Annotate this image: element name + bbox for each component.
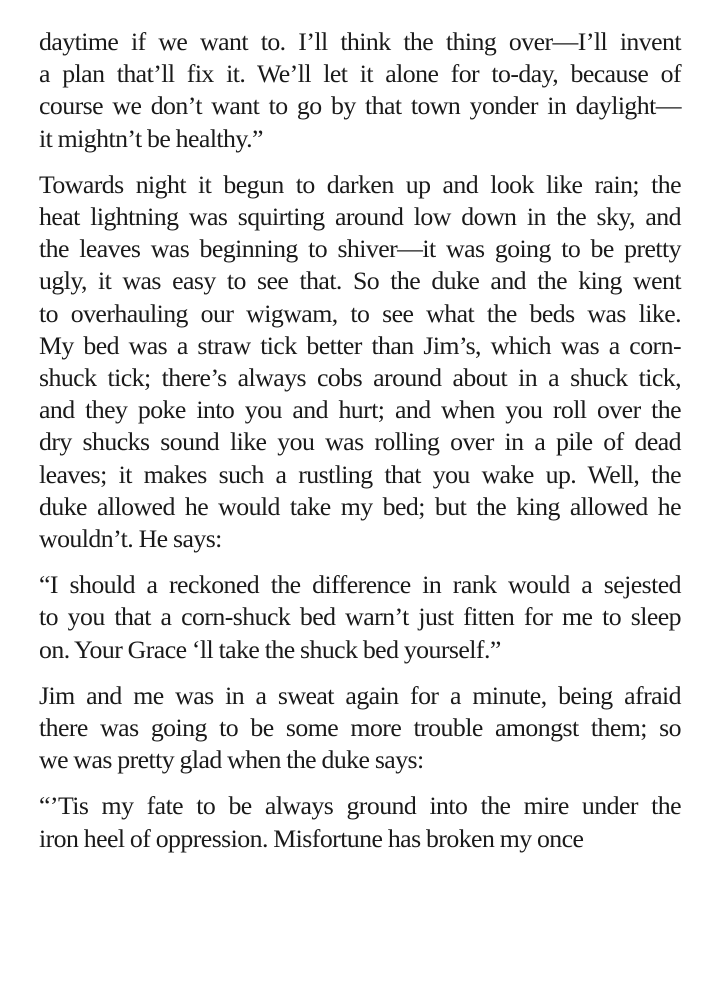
text-line: heat lightning was squirting around low down in the sky, and: [39, 202, 681, 232]
text-line: “’Tis my fate to be always ground into the mire under the: [39, 791, 681, 821]
text-line: on. Your Grace ‘ll take the shuck bed yourself.”: [39, 634, 501, 664]
text-line: there was going to be some more trouble amongst them; so: [39, 713, 681, 743]
paragraph: [39, 26, 681, 155]
text-line: My bed was a straw tick better than Jim’s, which was a corn-: [39, 330, 681, 360]
paragraph: [39, 680, 681, 777]
text-line: it mightn’t be healthy.”: [39, 123, 263, 153]
text-line: duke allowed he would take my bed; but the king allowed he: [39, 491, 681, 521]
text-line: wouldn’t. He says:: [39, 524, 222, 554]
text-line: and they poke into you and hurt; and when you roll over the: [39, 395, 681, 425]
text-line: the leaves was beginning to shiver—it was going to be pretty: [39, 234, 681, 264]
text-line: Towards night it begun to darken up and look like rain; the: [39, 169, 681, 199]
text-line: ugly, it was easy to see that. So the duke and the king went: [39, 266, 681, 296]
text-line: daytime if we want to. I’ll think the thing over—I’ll invent: [39, 27, 681, 56]
paragraph: [39, 790, 681, 854]
text-line: leaves; it makes such a rustling that you wake up. Well, the: [39, 459, 681, 489]
text-line: we was pretty glad when the duke says:: [39, 745, 424, 775]
text-line: to you that a corn-shuck bed warn’t just fitten for me to sleep: [39, 602, 681, 632]
text-line: dry shucks sound like you was rolling over in a pile of dead: [39, 427, 681, 457]
text-line: course we don’t want to go by that town yonder in daylight—: [39, 91, 681, 121]
text-line: Jim and me was in a sweat again for a minute, being afraid: [39, 680, 681, 710]
book-page: [39, 26, 681, 869]
text-line: iron heel of oppression. Misfortune has broken my once: [39, 823, 584, 853]
paragraph: [39, 569, 681, 666]
text-line: to overhauling our wigwam, to see what the beds was like.: [39, 298, 681, 328]
text-line: shuck tick; there’s always cobs around about in a shuck tick,: [39, 363, 681, 393]
paragraph: [39, 169, 681, 555]
text-line: “I should a reckoned the difference in rank would a sejested: [39, 570, 681, 600]
text-line: a plan that’ll fix it. We’ll let it alone for to-day, because of: [39, 59, 681, 89]
